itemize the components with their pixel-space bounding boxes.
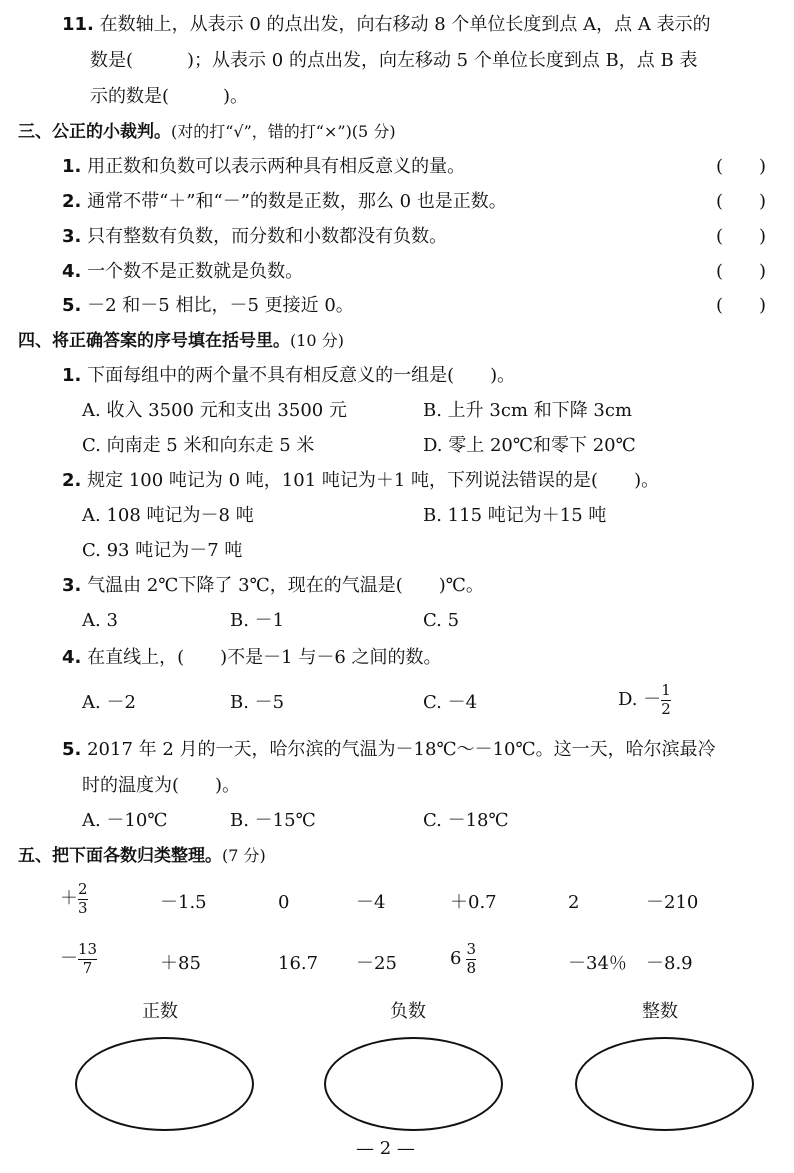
s3-item-number: 2. <box>62 191 82 212</box>
s4-q1 <box>62 367 515 385</box>
s4-q-number: 5. <box>62 739 82 760</box>
q11-line1: 在数轴上，从表示 0 的点出发，向右移动 8 个单位长度到点 A，点 A 表示的 <box>99 14 711 35</box>
s4-q5-option-b[interactable]: B. －15℃ <box>230 810 316 831</box>
fraction-denominator: 3 <box>78 898 88 917</box>
label-integer: 整数 <box>642 1001 678 1022</box>
sign: ＋ <box>60 888 78 910</box>
section3-note: (对的打“√”，错的打“×”)(5 分) <box>171 122 396 141</box>
q11-line3: 示的数是( )。 <box>90 86 249 107</box>
s4-q1-option-a[interactable]: A. 收入 3500 元和支出 3500 元 <box>82 400 347 421</box>
oval-positive[interactable] <box>75 1037 254 1131</box>
s3-item-text: 通常不带“＋”和“－”的数是正数，那么 0 也是正数。 <box>87 191 507 212</box>
number-item: －34％ <box>568 953 627 974</box>
oval-integer[interactable] <box>575 1037 754 1131</box>
s3-item-text: 一个数不是正数就是负数。 <box>87 261 304 282</box>
option-d-prefix: D. － <box>618 689 662 711</box>
number-fraction <box>60 942 97 977</box>
s4-q-number: 2. <box>62 470 82 491</box>
s4-q2 <box>62 472 659 490</box>
number-mixed-fraction <box>450 942 476 977</box>
section4-title: 四、将正确答案的序号填在括号里。 <box>18 331 290 351</box>
s4-q-text: 气温由 2℃下降了 3℃，现在的气温是( )℃。 <box>87 575 484 596</box>
s3-item-1 <box>62 158 465 176</box>
s3-item-text: 用正数和负数可以表示两种具有相反意义的量。 <box>87 156 466 177</box>
s3-item-number: 5. <box>62 295 82 316</box>
s4-q-number: 1. <box>62 365 82 386</box>
s4-q4-option-b[interactable]: B. －5 <box>230 692 285 713</box>
section3-title: 三、公正的小裁判。 <box>18 122 171 142</box>
s3-answer-paren[interactable]: ( ) <box>716 226 767 247</box>
s4-q-text: 规定 100 吨记为 0 吨，101 吨记为＋1 吨，下列说法错误的是( )。 <box>87 470 660 491</box>
s4-q4-option-d[interactable] <box>618 683 671 718</box>
fraction-denominator: 8 <box>466 958 476 977</box>
label-negative: 负数 <box>390 1001 426 1022</box>
s4-q5-line2: 时的温度为( )。 <box>82 775 241 796</box>
s3-item-2 <box>62 193 507 211</box>
section4-heading <box>18 332 344 350</box>
section5-heading <box>18 847 266 865</box>
s3-item-3 <box>62 228 447 246</box>
s4-q-text: 下面每组中的两个量不具有相反意义的一组是( )。 <box>87 365 516 386</box>
page-number: — 2 — <box>356 1138 415 1159</box>
s3-item-number: 3. <box>62 226 82 247</box>
number-item: 0 <box>278 892 290 913</box>
s4-q4-option-c[interactable]: C. －4 <box>423 692 478 713</box>
oval-negative[interactable] <box>324 1037 503 1131</box>
s3-answer-paren[interactable]: ( ) <box>716 295 767 316</box>
s4-q4-option-a[interactable]: A. －2 <box>82 692 136 713</box>
s4-q1-option-c[interactable]: C. 向南走 5 米和向东走 5 米 <box>82 435 315 456</box>
fraction-denominator: 7 <box>82 958 93 977</box>
number-item: 2 <box>568 892 580 913</box>
s4-q-number: 3. <box>62 575 82 596</box>
number-item: －4 <box>356 892 386 913</box>
s4-q3-option-c[interactable]: C. 5 <box>423 610 460 631</box>
s3-item-number: 1. <box>62 156 82 177</box>
number-item: －210 <box>646 892 699 913</box>
number-item: 16.7 <box>278 953 319 974</box>
number-fraction <box>60 882 88 917</box>
number-item: －8.9 <box>646 953 693 974</box>
fraction <box>78 942 97 977</box>
s3-item-text: 只有整数有负数，而分数和小数都没有负数。 <box>87 226 448 247</box>
q11 <box>62 16 711 34</box>
number-item: ＋0.7 <box>450 892 497 913</box>
s4-q2-option-b[interactable]: B. 115 吨记为＋15 吨 <box>423 505 607 526</box>
fraction <box>78 882 88 917</box>
sign: － <box>60 948 78 970</box>
s3-item-5 <box>62 297 354 315</box>
s4-q-text: 在直线上，( )不是－1 与－6 之间的数。 <box>87 647 442 668</box>
fraction-numerator: 3 <box>466 940 476 958</box>
s3-answer-paren[interactable]: ( ) <box>716 156 767 177</box>
s4-q4 <box>62 649 442 667</box>
fraction-numerator: 1 <box>661 681 671 699</box>
number-item: ＋85 <box>160 953 201 974</box>
s4-q5-option-c[interactable]: C. －18℃ <box>423 810 509 831</box>
s4-q5-option-a[interactable]: A. －10℃ <box>82 810 168 831</box>
s4-q3-option-b[interactable]: B. －1 <box>230 610 285 631</box>
s4-q3 <box>62 577 484 595</box>
fraction <box>661 683 671 718</box>
mixed-whole: 6 <box>450 948 462 970</box>
q11-line2: 数是( )；从表示 0 的点出发，向左移动 5 个单位长度到点 B，点 B 表 <box>90 50 698 71</box>
s3-item-text: －2 和－5 相比，－5 更接近 0。 <box>87 295 354 316</box>
s4-q1-option-d[interactable]: D. 零上 20℃和零下 20℃ <box>423 435 636 456</box>
s3-answer-paren[interactable]: ( ) <box>716 261 767 282</box>
s4-q1-option-b[interactable]: B. 上升 3cm 和下降 3cm <box>423 400 633 421</box>
fraction-denominator: 2 <box>661 699 671 718</box>
fraction-numerator: 2 <box>78 880 88 898</box>
s3-answer-paren[interactable]: ( ) <box>716 191 767 212</box>
s4-q5 <box>62 741 716 759</box>
s3-item-4 <box>62 263 303 281</box>
section3-heading <box>18 123 396 141</box>
q11-number: 11. <box>62 14 94 35</box>
section5-note: (7 分) <box>222 846 266 865</box>
s4-q-number: 4. <box>62 647 82 668</box>
s4-q2-option-a[interactable]: A. 108 吨记为－8 吨 <box>82 505 254 526</box>
s4-q2-option-c[interactable]: C. 93 吨记为－7 吨 <box>82 540 243 561</box>
fraction-numerator: 13 <box>78 940 98 958</box>
s4-q-text: 2017 年 2 月的一天，哈尔滨的气温为－18℃～－10℃。这一天，哈尔滨最冷 <box>87 739 716 760</box>
fraction <box>466 942 476 977</box>
number-item: －25 <box>356 953 397 974</box>
section4-note: (10 分) <box>290 331 344 350</box>
s4-q3-option-a[interactable]: A. 3 <box>82 610 118 631</box>
label-positive: 正数 <box>142 1001 178 1022</box>
section5-title: 五、把下面各数归类整理。 <box>18 846 222 866</box>
s3-item-number: 4. <box>62 261 82 282</box>
number-item: －1.5 <box>160 892 207 913</box>
